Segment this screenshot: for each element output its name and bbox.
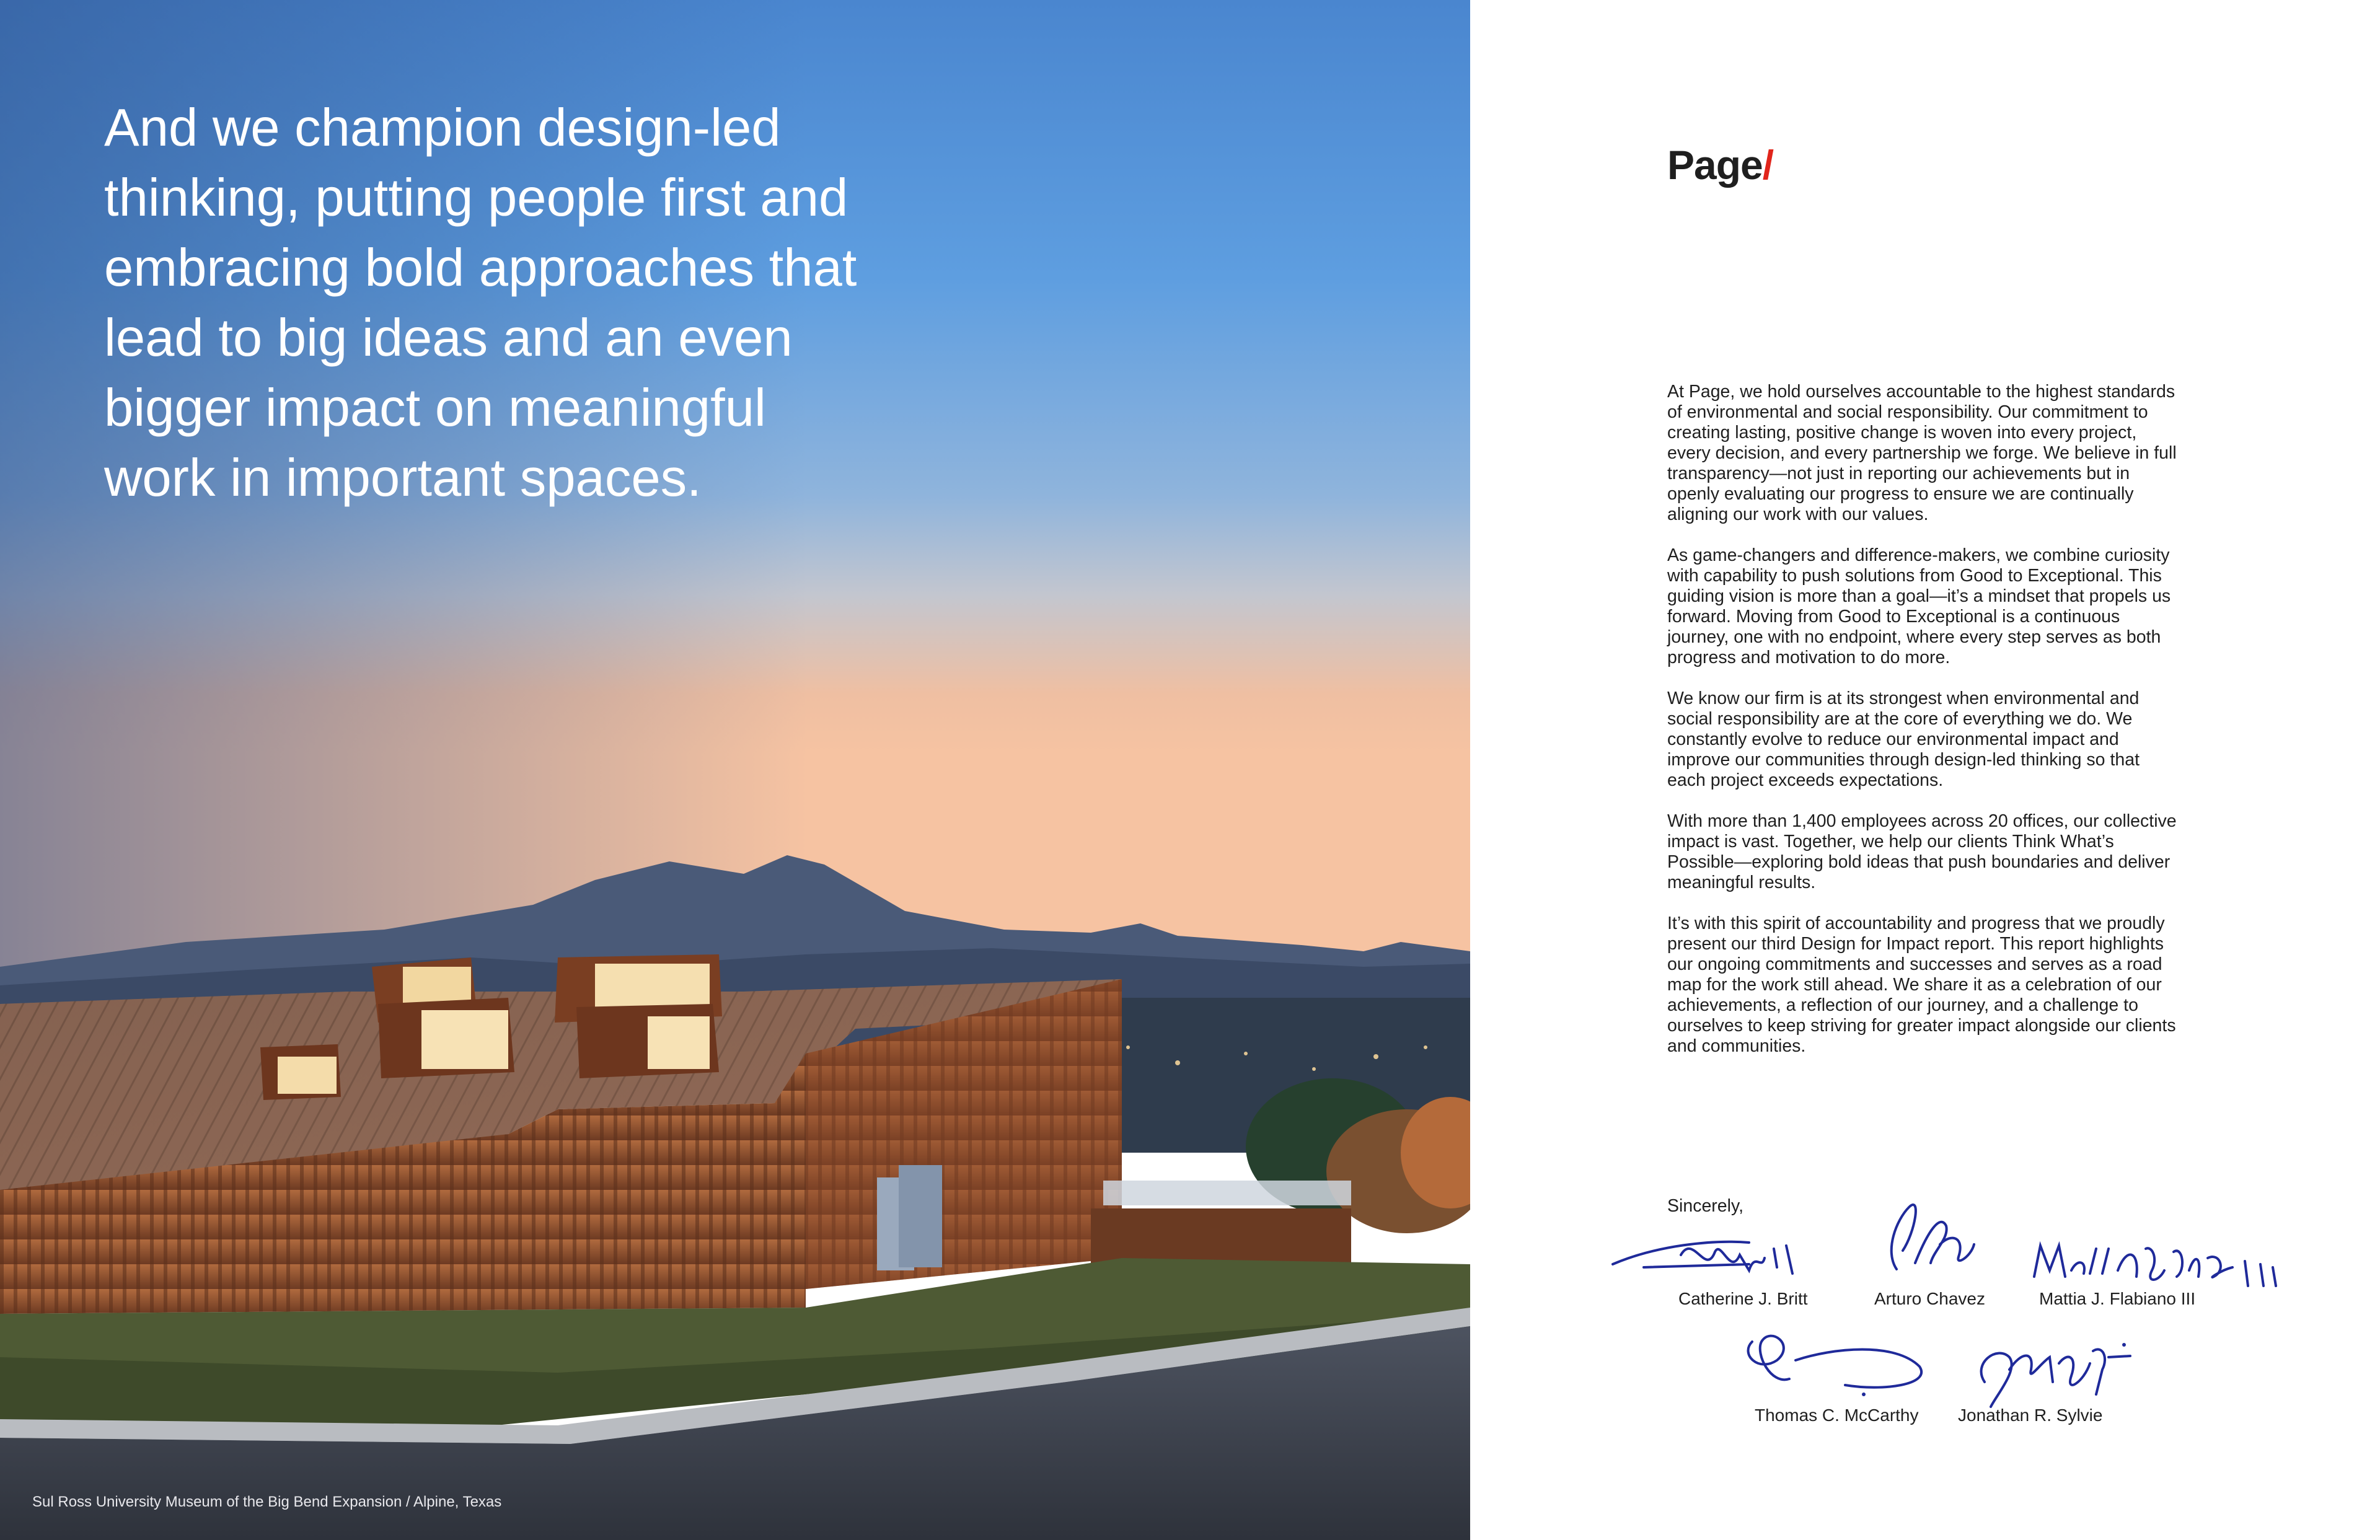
sign-off: Sincerely, bbox=[1667, 1196, 1744, 1216]
signature-arturo-chavez bbox=[1872, 1195, 1983, 1288]
logo-wordmark: Page bbox=[1667, 142, 1763, 188]
page-logo bbox=[1667, 141, 1773, 188]
signer-name: Arturo Chavez bbox=[1874, 1289, 1985, 1308]
photo-caption: Sul Ross University Museum of the Big Bend Expansion / Alpine, Texas bbox=[32, 1494, 502, 1510]
signer-name: Jonathan R. Sylvie bbox=[1958, 1406, 2103, 1425]
logo-slash: / bbox=[1762, 142, 1774, 188]
letter-page bbox=[1470, 0, 2380, 1540]
letter-paragraph: We know our firm is at its strongest when environmental and social responsibility are at the core of everything we do. We constantly evolve to reduce our environmental impact and improve our communities through design-led thinking so that each project exceeds expectations. bbox=[1667, 689, 2140, 790]
letter-paragraph: It’s with this spirit of accountability and progress that we proudly present our third Design for Impact report. This report highlights our ongoing commitments and successes and serves as a road map for the work still ahead. We share it as a celebration of our achievements, a reflection of our journey, and a challenge to ourselves to keep striving for greater impact alongside our clients and communities. bbox=[1667, 913, 2176, 1056]
letter-paragraph: At Page, we hold ourselves accountable to the highest standards of environmental and social responsibility. Our commitment to creating lasting, positive change is woven into every project, every decision, and every partnership we forge. We believe in full transparency—not just in reporting our achievements but in openly evaluating our progress to ensure we are continually aligning our work with our values. bbox=[1667, 382, 2177, 524]
signature-catherine-britt bbox=[1606, 1221, 1830, 1289]
signer-name: Thomas C. McCarthy bbox=[1755, 1406, 1919, 1425]
signer-name: Catherine J. Britt bbox=[1678, 1289, 1808, 1308]
letter-paragraph: With more than 1,400 employees across 20 offices, our collective impact is vast. Together, we help our clients Think What’s Possible—exploring bold ideas that push boundaries and deliver meaningful results. bbox=[1667, 811, 2177, 892]
letter-body bbox=[1667, 382, 2177, 1077]
headline: And we champion design-led thinking, putting people first and embracing bold approaches that lead to big ideas and an even bigger impact on meaningful work in important spaces. bbox=[104, 99, 857, 508]
signer-name: Mattia J. Flabiano III bbox=[2039, 1289, 2196, 1308]
signature-thomas-mccarthy bbox=[1734, 1317, 1938, 1404]
letter-paragraph: As game-changers and difference-makers, we combine curiosity with capability to push solutions from Good to Exceptional. This guiding vision is more than a goal—it’s a mindset that propels us forward. Moving from Good to Exceptional is a continuous journey, one with no endpoint, where every step serves as both progress and motivation to do more. bbox=[1667, 545, 2171, 667]
